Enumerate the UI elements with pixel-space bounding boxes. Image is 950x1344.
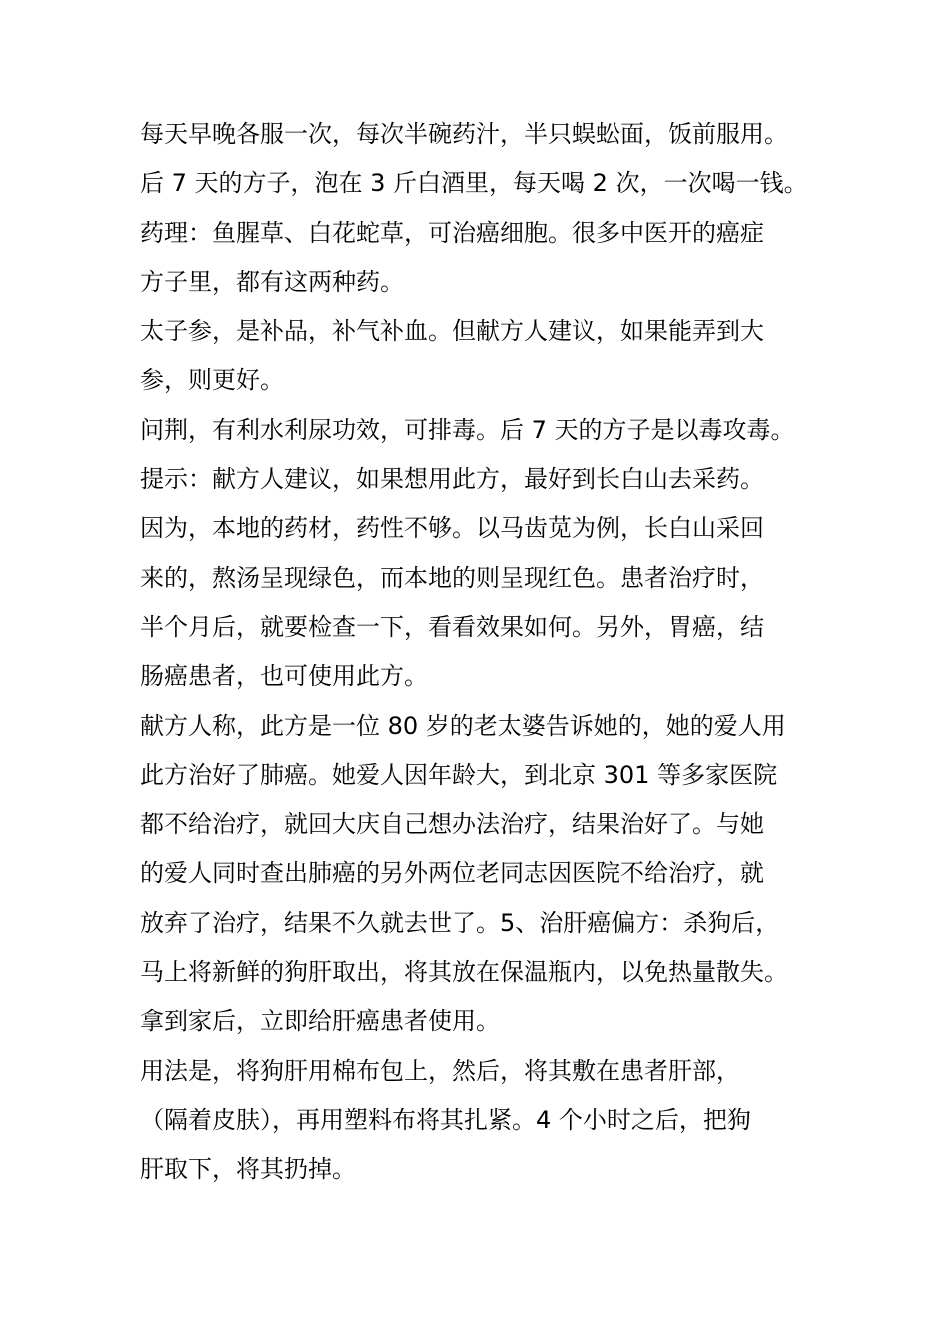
text-line: 都不给治疗，就回大庆自己想办法治疗，结果治好了。与她 (140, 810, 764, 839)
text-line: 每天早晚各服一次，每次半碗药汁，半只蜈蚣面，饭前服用。 (140, 120, 788, 148)
text-line: 药理：鱼腥草、白花蛇草，可治癌细胞。很多中医开的癌症 (140, 218, 764, 247)
text-line: 提示：献方人建议，如果想用此方，最好到长白山去采药。 (140, 465, 764, 494)
document-body (140, 110, 840, 1195)
text-line: 参，则更好。 (140, 366, 284, 395)
text-line: 半个月后，就要检查一下，看看效果如何。另外，胃癌，结 (140, 612, 764, 641)
text-line: 问荆，有利水利尿功效，可排毒。后 7 天的方子是以毒攻毒。 (140, 415, 795, 444)
text-line: 太子参，是补品，补气补血。但献方人建议，如果能弄到大 (140, 317, 764, 346)
text-line: 拿到家后，立即给肝癌患者使用。 (140, 1007, 500, 1036)
text-line: 肠癌患者，也可使用此方。 (140, 662, 428, 691)
text-line: 后 7 天的方子，泡在 3 斤白酒里，每天喝 2 次，一次喝一钱。 (140, 169, 808, 198)
text-line: 马上将新鲜的狗肝取出，将其放在保温瓶内，以免热量散失。 (140, 958, 788, 987)
text-line: 肝取下，将其扔掉。 (140, 1155, 356, 1184)
text-line: （隔着皮肤），再用塑料布将其扎紧。4 个小时之后，把狗 (140, 1105, 751, 1134)
text-line: 来的，熬汤呈现绿色，而本地的则呈现红色。患者治疗时， (140, 563, 764, 592)
text-line: 此方治好了肺癌。她爱人因年龄大，到北京 301 等多家医院 (140, 760, 778, 789)
text-line: 献方人称，此方是一位 80 岁的老太婆告诉她的，她的爱人用 (140, 711, 786, 740)
text-line: 方子里，都有这两种药。 (140, 267, 404, 296)
text-line: 放弃了治疗，结果不久就去世了。5、治肝癌偏方：杀狗后， (140, 908, 780, 937)
text-line: 用法是，将狗肝用棉布包上，然后，将其敷在患者肝部， (140, 1056, 740, 1085)
text-line: 的爱人同时查出肺癌的另外两位老同志因医院不给治疗，就 (140, 859, 764, 888)
text-line: 因为，本地的药材，药性不够。以马齿苋为例，长白山采回 (140, 514, 764, 543)
